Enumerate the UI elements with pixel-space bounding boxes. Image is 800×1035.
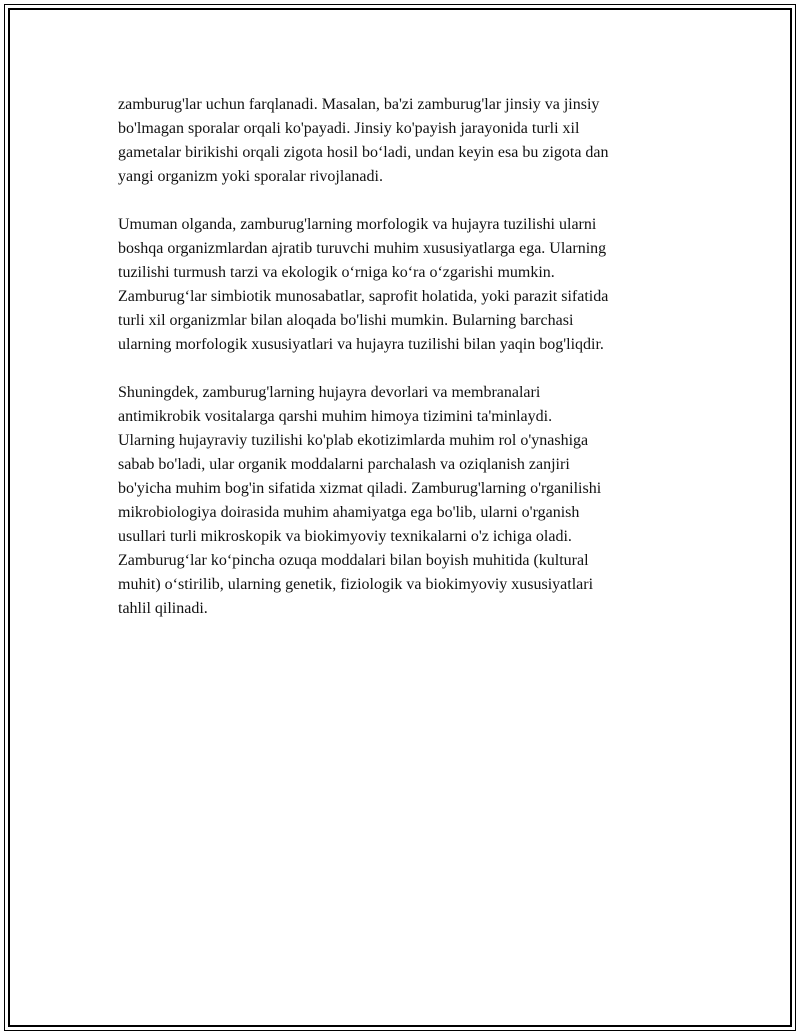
- text-line: turli xil organizmlar bilan aloqada bo'lishi mumkin. Bularning barchasi: [118, 312, 574, 329]
- text-line: antimikrobik vositalarga qarshi muhim himoya tizimini ta'minlaydi.: [118, 408, 553, 425]
- text-line: Shuningdek, zamburug'larning hujayra devorlari va membranalari: [118, 384, 541, 401]
- text-line: yangi organizm yoki sporalar rivojlanadi.: [118, 168, 383, 185]
- text-line: tuzilishi turmush tarzi va ekologik o‘rniga ko‘ra o‘zgarishi mumkin.: [118, 264, 555, 281]
- text-line: zamburug'lar uchun farqlanadi. Masalan, ba'zi zamburug'lar jinsiy va jinsiy: [118, 96, 600, 113]
- text-line: tahlil qilinadi.: [118, 600, 208, 617]
- text-line: sabab bo'ladi, ular organik moddalarni parchalash va oziqlanish zanjiri: [118, 456, 570, 473]
- paragraph-2: [118, 213, 688, 357]
- text-line: usullari turli mikroskopik va biokimyoviy texnikalarni o'z ichiga oladi.: [118, 528, 572, 545]
- text-line: Umuman olganda, zamburug'larning morfologik va hujayra tuzilishi ularni: [118, 216, 597, 233]
- text-line: Ularning hujayraviy tuzilishi ko'plab ekotizimlarda muhim rol o'ynashiga: [118, 432, 589, 449]
- text-line: gametalar birikishi orqali zigota hosil bo‘ladi, undan keyin esa bu zigota dan: [118, 144, 609, 161]
- text-line: bo'lmagan sporalar orqali ko'payadi. Jinsiy ko'payish jarayonida turli xil: [118, 120, 580, 137]
- document-body: [118, 93, 688, 645]
- text-line: Zamburug‘lar ko‘pincha ozuqa moddalari bilan boyish muhitida (kultural: [118, 552, 589, 569]
- text-line: muhit) o‘stirilib, ularning genetik, fiziologik va biokimyoviy xususiyatlari: [118, 576, 594, 593]
- paragraph-3: [118, 381, 688, 621]
- text-line: ularning morfologik xususiyatlari va hujayra tuzilishi bilan yaqin bog'liqdir.: [118, 336, 604, 353]
- text-line: bo'yicha muhim bog'in sifatida xizmat qiladi. Zamburug'larning o'rganilishi: [118, 480, 602, 497]
- paragraph-1: [118, 93, 688, 189]
- text-line: boshqa organizmlardan ajratib turuvchi muhim xususiyatlarga ega. Ularning: [118, 240, 607, 257]
- text-line: mikrobiologiya doirasida muhim ahamiyatga ega bo'lib, ularni o'rganish: [118, 504, 580, 521]
- text-line: Zamburug‘lar simbiotik munosabatlar, saprofit holatida, yoki parazit sifatida: [118, 288, 609, 305]
